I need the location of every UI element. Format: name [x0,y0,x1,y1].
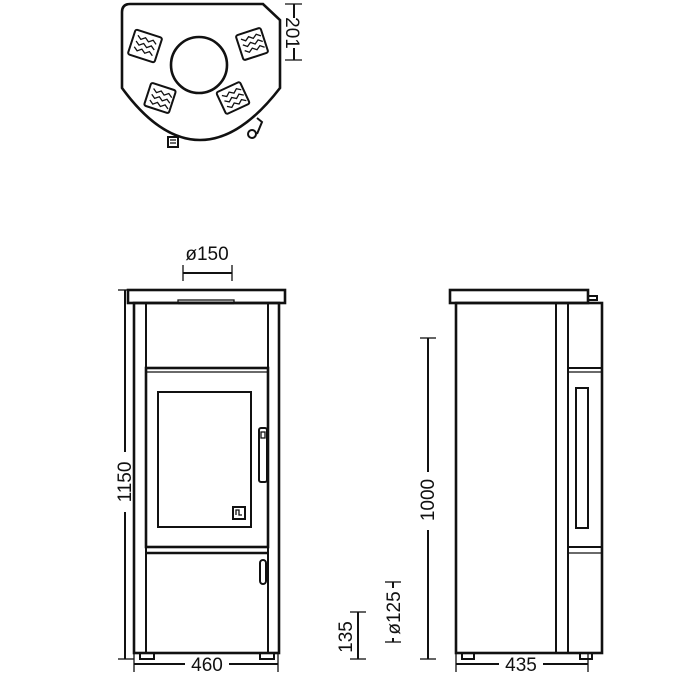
side-view [336,290,602,676]
front-door-handle [259,428,267,482]
front-top-plate [128,290,285,303]
dimension-side-flue-height [418,338,439,659]
dimension-side-flue-height-label: 1000 [418,478,439,522]
dimension-front-width [134,653,278,676]
dimension-front-height-label: 1150 [115,461,136,503]
top-view-flue-circle [171,37,227,93]
convection-grille-top-right [236,28,269,61]
top-view [122,4,302,147]
convection-grille-bottom-left [144,83,176,114]
side-top-plate [450,290,588,303]
dimension-top-depth [281,4,302,60]
top-view-outline [122,4,280,140]
front-view [115,244,285,676]
convection-grille-top-left [128,29,163,62]
dimension-side-depth [456,653,588,676]
dimension-air-inlet-height-label: 135 [336,621,357,653]
front-body [134,303,279,653]
top-view-air-control [168,137,178,147]
dimension-air-inlet-diameter [384,582,405,642]
dimension-side-depth-label: 435 [505,655,537,676]
side-door-handle [576,388,588,528]
front-fire-door [146,368,268,547]
front-wood-drawer-handle [260,560,266,584]
dimension-air-inlet-height [336,612,366,659]
dimension-flue-diameter-label: ø150 [185,244,229,265]
dimension-air-inlet-diameter-label: ø125 [384,591,405,635]
side-body [456,303,602,653]
dimension-flue-diameter [183,244,232,281]
dimension-top-depth-label: 201 [281,17,302,49]
dimension-front-width-label: 460 [191,655,223,676]
convection-grille-bottom-right [216,82,250,115]
